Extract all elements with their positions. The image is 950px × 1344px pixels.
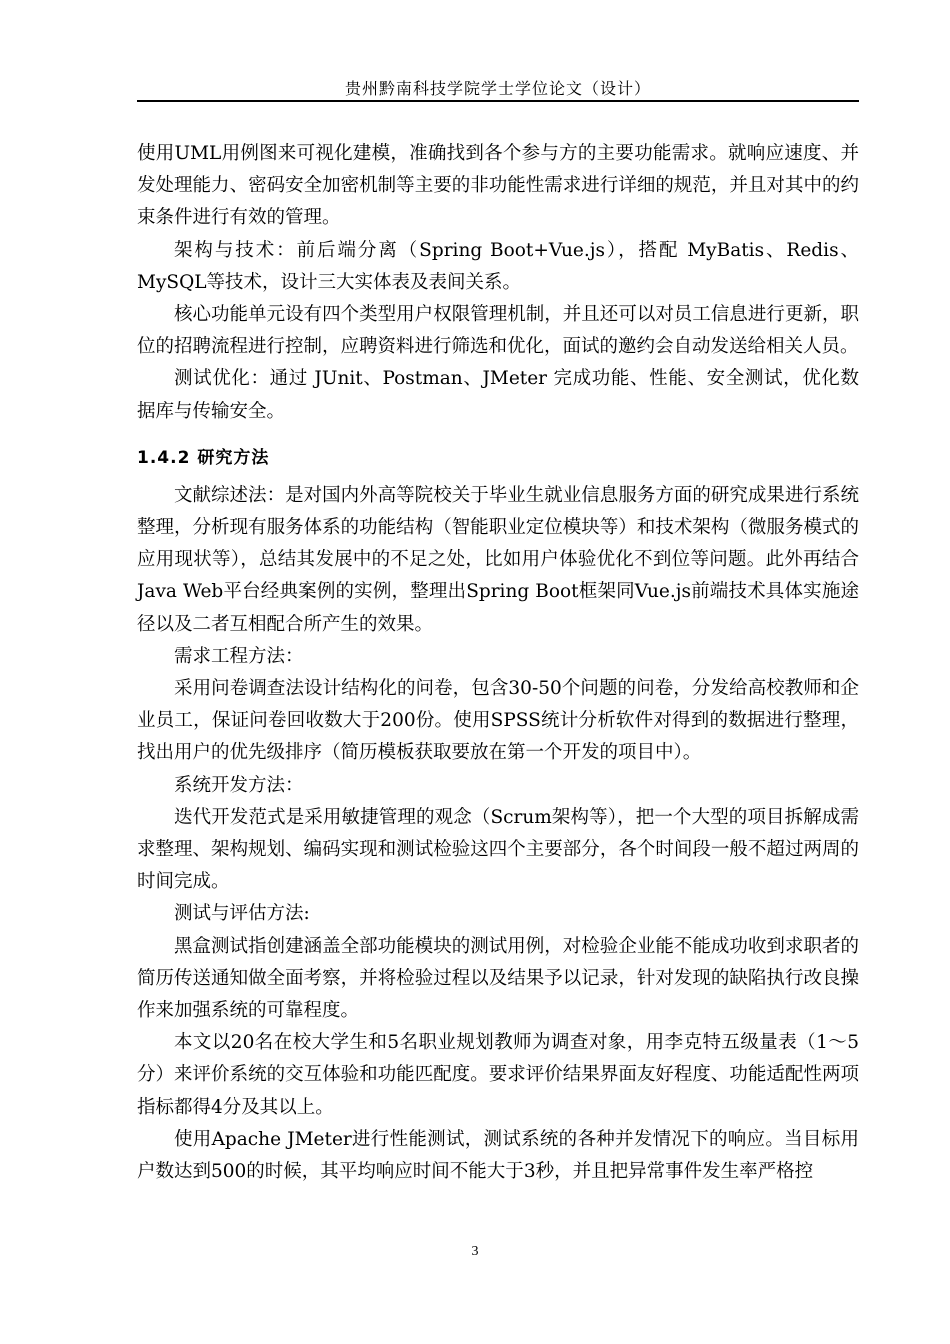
- paragraph: 本文以20名在校大学生和5名职业规划教师为调查对象，用李克特五级量表（1～5分）来评价系统的交互体验和功能匹配度。要求评价结果界面友好程度、功能适配性两项指标都得4分及其以上。: [137, 1032, 859, 1118]
- paragraph: 系统开发方法：: [174, 774, 304, 796]
- paragraph: 测试与评估方法:: [174, 903, 310, 925]
- paragraph: 核心功能单元设有四个类型用户权限管理机制，并且还可以对员工信息进行更新，职位的招聘流程进行控制，应聘资料进行筛选和优化，面试的邀约会自动发送给相关人员。: [137, 304, 859, 358]
- body-text: [137, 138, 859, 1188]
- paragraph: 使用UML用例图来可视化建模，准确找到各个参与方的主要功能需求。就响应速度、并发处理能力、密码安全加密机制等主要的非功能性需求进行详细的规范，并且对其中的约束条件进行有效的管理。: [137, 143, 859, 229]
- paragraph: 测试优化：通过 JUnit、Postman、JMeter 完成功能、性能、安全测试，优化数据库与传输安全。: [137, 368, 859, 422]
- header-rule: [137, 100, 859, 102]
- paragraph: 文献综述法：是对国内外高等院校关于毕业生就业信息服务方面的研究成果进行系统整理，分析现有服务体系的功能结构（智能职业定位模块等）和技术架构（微服务模式的应用现状等），总结其发展中的不足之处，比如用户体验优化不到位等问题。此外再结合Java Web平台经典案例的实例，整理出Spring Boot框架同Vue.js前端技术具体实施途径以及二者互相配合所产生的效果。: [137, 484, 859, 635]
- paragraph: 需求工程方法：: [174, 645, 304, 667]
- running-header: 贵州黔南科技学院学士学位论文（设计）: [344, 79, 651, 98]
- page-number: 3: [471, 1244, 479, 1259]
- paragraph: 黑盒测试指创建涵盖全部功能模块的测试用例，对检验企业能不能成功收到求职者的简历传送通知做全面考察，并将检验过程以及结果予以记录，针对发现的缺陷执行改良操作来加强系统的可靠程度。: [137, 935, 859, 1022]
- paragraph: 使用Apache JMeter进行性能测试，测试系统的各种并发情况下的响应。当目标用户数达到500的时候，其平均响应时间不能大于3秒，并且把异常事件发生率严格控: [137, 1128, 859, 1183]
- paragraph: 架构与技术：前后端分离（Spring Boot+Vue.js），搭配 MyBatis、Redis、MySQL等技术，设计三大实体表及表间关系。: [137, 239, 859, 293]
- paragraph: 迭代开发范式是采用敏捷管理的观念（Scrum架构等），把一个大型的项目拆解成需求整理、架构规划、编码实现和测试检验这四个主要部分，各个时间段一般不超过两周的时间完成。: [137, 806, 859, 893]
- paragraph: 采用问卷调查法设计结构化的问卷，包含30-50个问题的问卷，分发给高校教师和企业员工，保证问卷回收数大于200份。使用SPSS统计分析软件对得到的数据进行整理，找出用户的优先级排序（简历模板获取要放在第一个开发的项目中）。: [137, 678, 859, 764]
- section-heading: 1.4.2 研究方法: [137, 447, 270, 468]
